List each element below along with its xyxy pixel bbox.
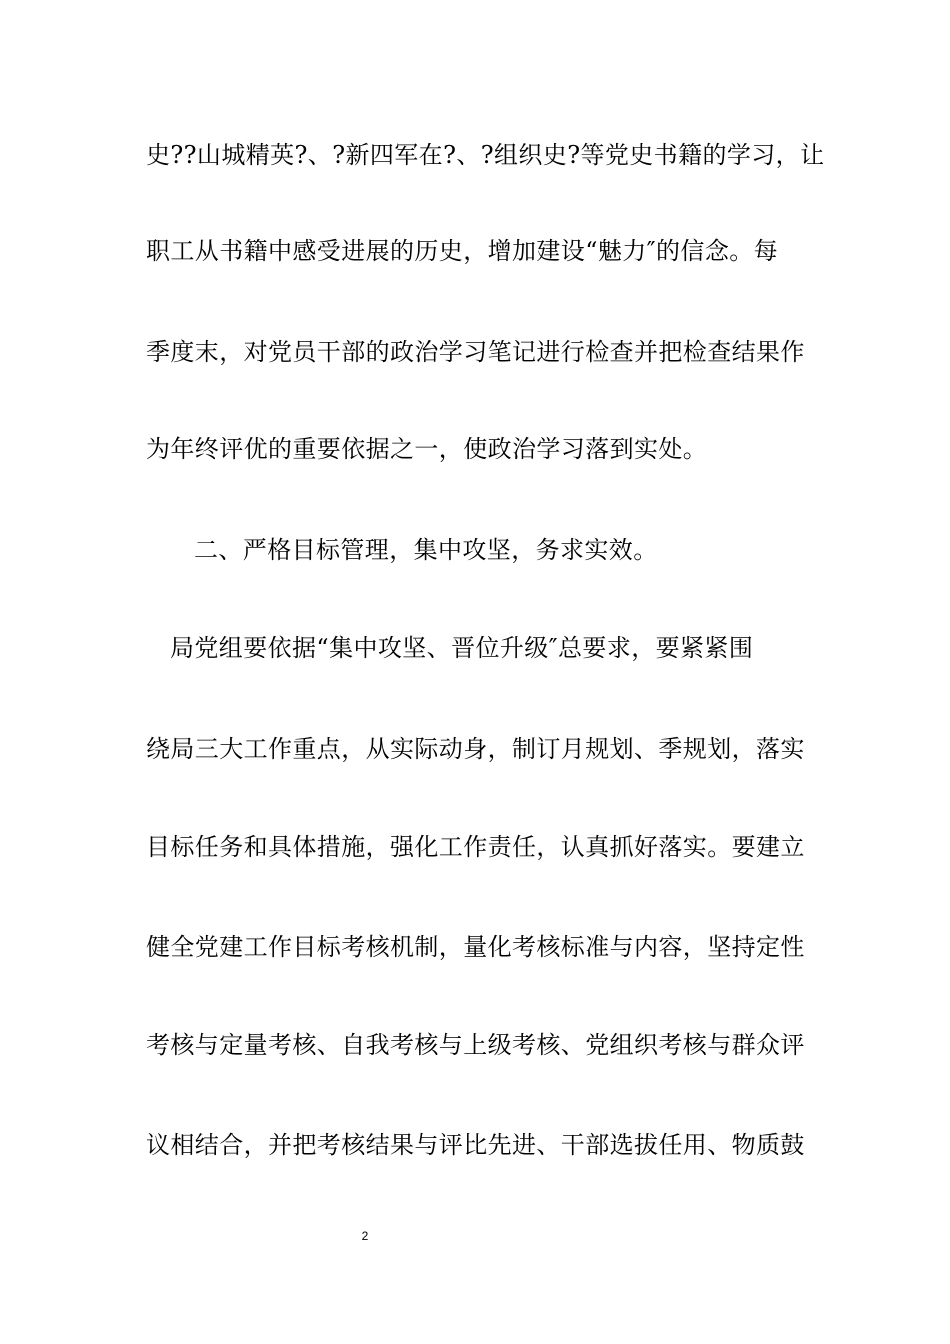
paragraph-line: 为年终评优的重要依据之一，使政治学习落到实处。 — [146, 435, 708, 463]
paragraph-line: 史??山城精英?、?新四军在?、?组织史?等党史书籍的学习，让 — [146, 141, 825, 169]
paragraph-line: 绕局三大工作重点，从实际动身，制订月规划、季规划，落实 — [146, 735, 805, 763]
paragraph-line: 考核与定量考核、自我考核与上级考核、党组织考核与群众评 — [146, 1031, 805, 1059]
paragraph-line: 季度末，对党员干部的政治学习笔记进行检查并把检查结果作 — [146, 338, 805, 366]
paragraph-line: 职工从书籍中感受进展的历史，增加建设“魅力″的信念。每 — [146, 237, 779, 265]
page-number: 2 — [361, 1229, 369, 1243]
paragraph-line: 议相结合，并把考核结果与评比先进、干部选拔任用、物质鼓 — [146, 1131, 805, 1159]
paragraph-line: 局党组要依据“集中攻坚、晋位升级″总要求，要紧紧围 — [170, 634, 754, 662]
paragraph-line: 健全党建工作目标考核机制，量化考核标准与内容，坚持定性 — [146, 933, 805, 961]
section-heading: 二、严格目标管理，集中攻坚，务求实效。 — [194, 536, 658, 564]
paragraph-line: 目标任务和具体措施，强化工作责任，认真抓好落实。要建立 — [146, 833, 805, 861]
